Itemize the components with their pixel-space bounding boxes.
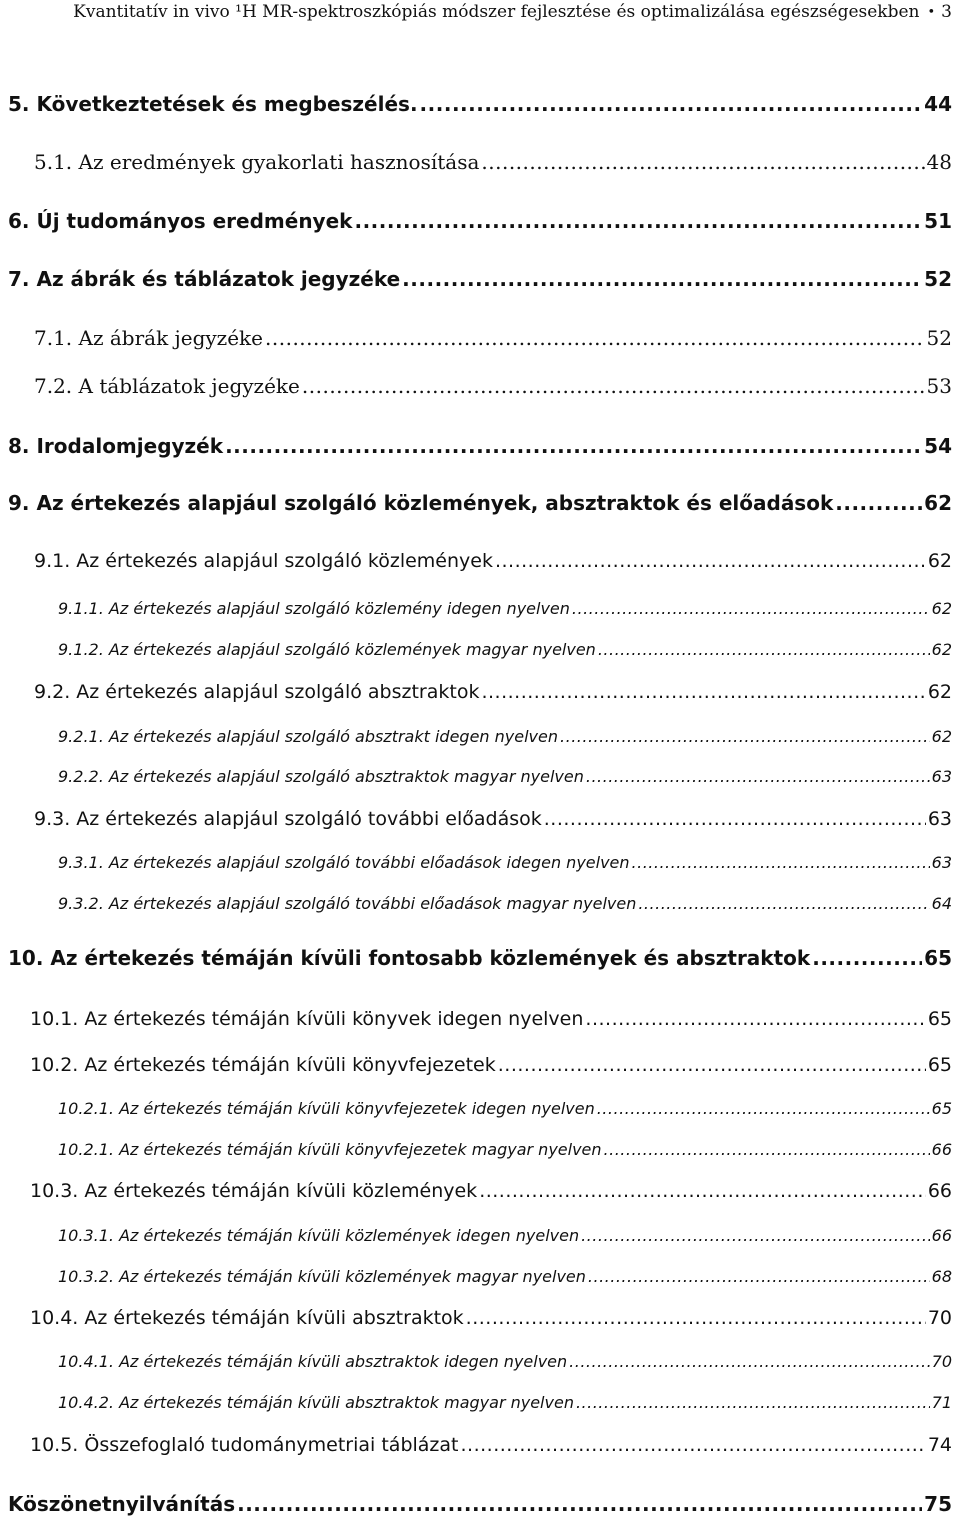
- toc-entry-label: 9.2.2. Az értekezés alapjául szolgáló absztraktok magyar nyelven: [58, 767, 584, 786]
- toc-entry-page: 62: [931, 640, 952, 659]
- toc-entry-label: 10.5. Összefoglaló tudománymetriai táblázat: [30, 1434, 459, 1456]
- toc-entry-label: 9.2.1. Az értekezés alapjául szolgáló absztrakt idegen nyelven: [58, 727, 559, 746]
- toc-entry-page: 52: [924, 267, 952, 291]
- toc-entry-page: 52: [926, 326, 952, 350]
- toc-entry-label: 8. Irodalomjegyzék: [8, 434, 224, 458]
- toc-entry-label: 7.2. A táblázatok jegyzéke: [34, 374, 300, 398]
- toc-entry-page: 65: [927, 1054, 952, 1076]
- running-header: [22, 0, 952, 24]
- toc-entry-page: 62: [931, 727, 952, 746]
- header-page-number: 3: [941, 2, 952, 22]
- toc-entry[interactable]: [58, 599, 952, 618]
- toc-entry-page: 70: [927, 1307, 952, 1329]
- toc-entry[interactable]: [58, 853, 952, 872]
- toc-entry-page: 75: [924, 1492, 952, 1516]
- toc-entry-label: 10.4.1. Az értekezés témáján kívüli absztraktok idegen nyelven: [58, 1352, 568, 1371]
- toc-entry[interactable]: [34, 808, 952, 830]
- toc-entry-page: 51: [924, 209, 952, 233]
- toc-entry[interactable]: [58, 1099, 952, 1118]
- toc-entry[interactable]: [58, 727, 952, 746]
- toc-entry-page: 62: [927, 550, 952, 572]
- toc-entry-page: 65: [924, 946, 952, 970]
- toc-entry-label: 9.1. Az értekezés alapjául szolgáló közlemények: [34, 550, 493, 572]
- toc-entry-page: 65: [931, 1099, 952, 1118]
- toc-entry-label: 5.1. Az eredmények gyakorlati hasznosítása: [34, 150, 480, 174]
- toc-entry-page: 66: [931, 1226, 952, 1245]
- header-bullet: •: [927, 4, 936, 20]
- toc-entry-label: 10.2. Az értekezés témáján kívüli könyvfejezetek: [30, 1054, 496, 1076]
- toc-entry[interactable]: [58, 640, 952, 659]
- toc-entry-label: 10.3. Az értekezés témáján kívüli közlemények: [30, 1180, 478, 1202]
- toc-entry[interactable]: [30, 1307, 952, 1329]
- toc-entry-page: 53: [926, 374, 952, 398]
- toc-entry[interactable]: [30, 1054, 952, 1076]
- header-title: Kvantitatív in vivo ¹H MR-spektroszkópiás módszer fejlesztése és optimalizálása egészségesekben: [73, 2, 920, 22]
- toc-entry[interactable]: [8, 434, 952, 458]
- toc-entry-label: 7. Az ábrák és táblázatok jegyzéke: [8, 267, 401, 291]
- toc-entry-label: 9.3.1. Az értekezés alapjául szolgáló további előadások idegen nyelven: [58, 853, 630, 872]
- toc-entry-page: 62: [927, 681, 952, 703]
- toc-entry-page: 62: [924, 491, 952, 515]
- toc-entry[interactable]: [30, 1434, 952, 1456]
- toc-entry[interactable]: [58, 1393, 952, 1412]
- toc-entry-label: 10.4.2. Az értekezés témáján kívüli absztraktok magyar nyelven: [58, 1393, 574, 1412]
- toc-entry[interactable]: [30, 1008, 952, 1030]
- toc-entry[interactable]: [34, 326, 952, 350]
- toc-entry-page: 70: [931, 1352, 952, 1371]
- toc-entry-page: 66: [931, 1140, 952, 1159]
- toc-entry[interactable]: [58, 1226, 952, 1245]
- toc-entry-label: 9.2. Az értekezés alapjául szolgáló absztraktok: [34, 681, 480, 703]
- toc-entry[interactable]: [58, 1140, 952, 1159]
- toc-entry[interactable]: [58, 1352, 952, 1371]
- toc-entry-page: 62: [931, 599, 952, 618]
- toc-entry-label: 9.3.2. Az értekezés alapjául szolgáló további előadások magyar nyelven: [58, 894, 637, 913]
- toc-entry-page: 48: [926, 150, 952, 174]
- toc-entry-label: 10.1. Az értekezés témáján kívüli könyvek idegen nyelven: [30, 1008, 584, 1030]
- toc-entry[interactable]: [34, 150, 952, 174]
- toc-entry-page: 63: [931, 853, 952, 872]
- toc-entry-label: Köszönetnyilvánítás: [8, 1492, 236, 1516]
- toc-entry-label: 10. Az értekezés témáján kívüli fontosabb közlemények és absztraktok: [8, 946, 811, 970]
- toc-entry[interactable]: [34, 681, 952, 703]
- toc-entry[interactable]: [58, 894, 952, 913]
- toc-entry[interactable]: [34, 550, 952, 572]
- toc-entry-page: 66: [927, 1180, 952, 1202]
- toc-entry[interactable]: [8, 267, 952, 291]
- toc-entry-page: 74: [927, 1434, 952, 1456]
- toc-entry-label: 6. Új tudományos eredmények: [8, 209, 353, 233]
- toc-entry-page: 54: [924, 434, 952, 458]
- toc-entry-page: 65: [927, 1008, 952, 1030]
- toc-entry-label: 5. Következtetések és megbeszélés.: [8, 92, 418, 116]
- toc-entry[interactable]: [30, 1180, 952, 1202]
- toc-entry-label: 10.2.1. Az értekezés témáján kívüli könyvfejezetek magyar nyelven: [58, 1140, 602, 1159]
- toc-entry-label: 9.1.1. Az értekezés alapjául szolgáló közlemény idegen nyelven: [58, 599, 570, 618]
- toc-entry[interactable]: [58, 1267, 952, 1286]
- toc-entry-page: 64: [931, 894, 952, 913]
- toc-entry[interactable]: [34, 374, 952, 398]
- toc-entry-page: 68: [931, 1267, 952, 1286]
- toc-entry-label: 10.3.1. Az értekezés témáján kívüli közlemények idegen nyelven: [58, 1226, 580, 1245]
- toc-entry-page: 63: [927, 808, 952, 830]
- toc-entry-label: 10.4. Az értekezés témáján kívüli absztraktok: [30, 1307, 464, 1329]
- toc-entry[interactable]: [8, 92, 952, 116]
- toc-entry[interactable]: [8, 946, 952, 970]
- toc-entry-page: 63: [931, 767, 952, 786]
- toc-entry-label: 7.1. Az ábrák jegyzéke: [34, 326, 264, 350]
- toc-entry-label: 10.2.1. Az értekezés témáján kívüli könyvfejezetek idegen nyelven: [58, 1099, 595, 1118]
- toc-entry[interactable]: [8, 1492, 952, 1516]
- toc-entry[interactable]: [8, 209, 952, 233]
- toc-entry-label: 10.3.2. Az értekezés témáján kívüli közlemények magyar nyelven: [58, 1267, 586, 1286]
- toc-entry-label: 9.1.2. Az értekezés alapjául szolgáló közlemények magyar nyelven: [58, 640, 596, 659]
- toc-entry-label: 9.3. Az értekezés alapjául szolgáló további előadások: [34, 808, 542, 830]
- toc-entry[interactable]: [8, 491, 952, 515]
- toc-entry-page: 71: [931, 1393, 952, 1412]
- toc-entry[interactable]: [58, 767, 952, 786]
- toc-entry-page: 44: [924, 92, 952, 116]
- toc-entry-label: 9. Az értekezés alapjául szolgáló közlemények, absztraktok és előadások: [8, 491, 834, 515]
